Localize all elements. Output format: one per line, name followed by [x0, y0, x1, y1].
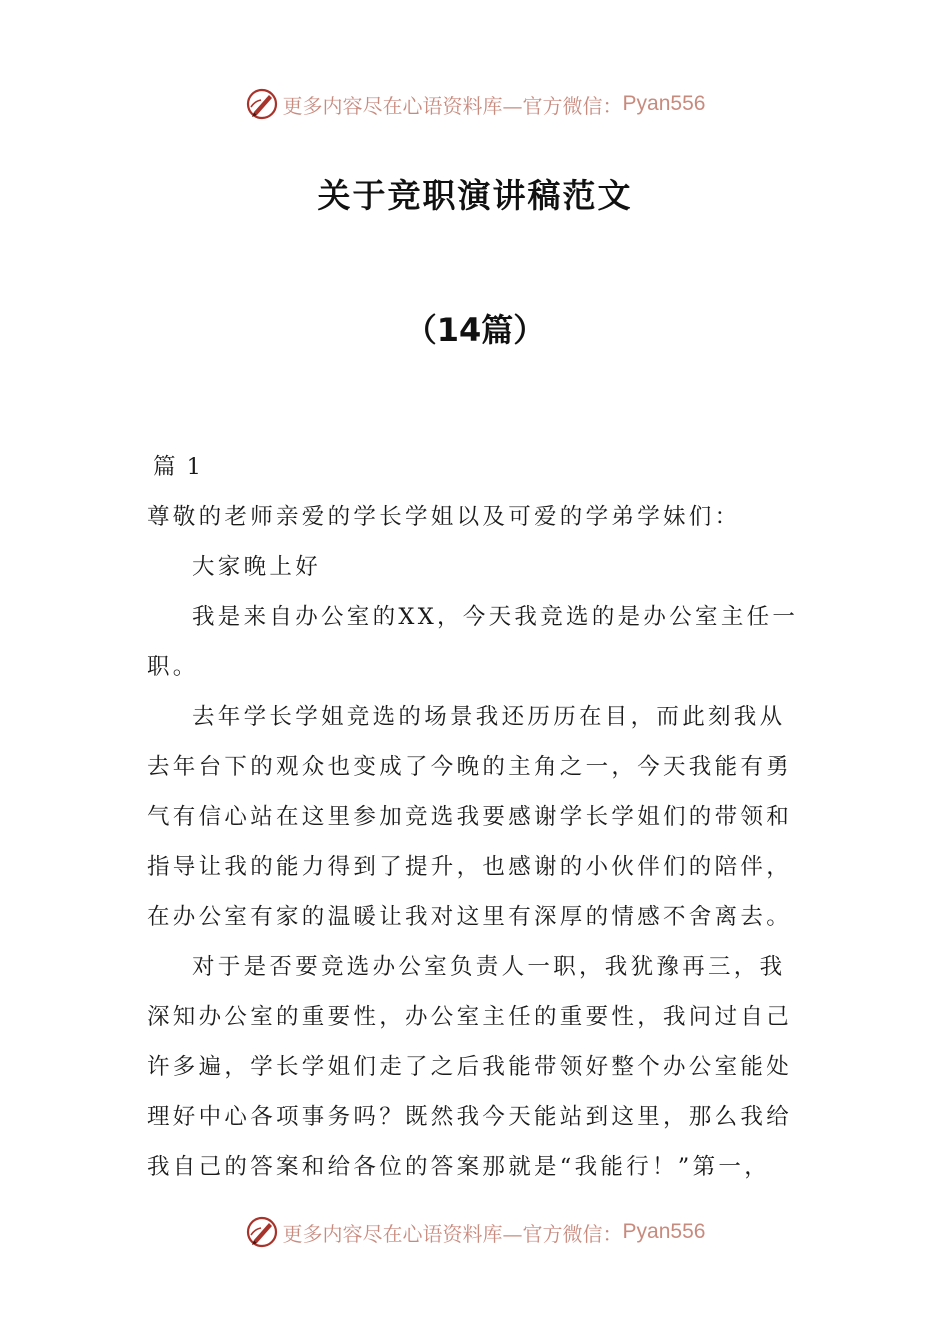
section-heading: 篇 1: [153, 454, 203, 480]
document-subtitle: （14篇）: [404, 311, 546, 349]
pen-logo-icon: [245, 87, 279, 121]
paragraph-decision: 对于是否要竞选办公室负责人一职，我犹豫再三，我深知办公室的重要性，办公室主任的重要性，我问过自己许多遍，学长学姐们走了之后我能带领好整个办公室能处理好中心各项事务吗？既然我今天能站到这里，那么我给我自己的答案和给各位的答案那就是“我能行！”第一，: [147, 954, 793, 1180]
paragraph-memories: 去年学长学姐竞选的场景我还历历在目，而此刻我从去年台下的观众也变成了今晚的主角之一，今天我能有勇气有信心站在这里参加竞选我要感谢学长学姐们的带领和指导让我的能力得到了提升，也感谢的小伙伴们的陪伴，在办公室有家的温暖让我对这里有深厚的情感不舍离去。: [147, 704, 793, 930]
banner-contact: Pyan556: [622, 1220, 706, 1243]
salutation: 尊敬的老师亲爱的学长学姐以及可爱的学弟学妹们：: [147, 504, 741, 530]
document-body: [147, 442, 807, 1192]
banner-slogan: 更多内容尽在心语资料库—官方微信：: [282, 1221, 623, 1246]
banner-slogan: 更多内容尽在心语资料库—官方微信：: [282, 93, 623, 118]
pen-logo-icon: [245, 1215, 279, 1249]
header-banner: [0, 84, 950, 124]
paragraph-greeting: 大家晚上好: [192, 554, 322, 580]
banner-contact: Pyan556: [622, 92, 706, 115]
document-title: 关于竞职演讲稿范文: [317, 176, 633, 215]
paragraph-intro: 我是来自办公室的XX，今天我竞选的是办公室主任一职。: [147, 604, 799, 680]
footer-banner: [0, 1212, 950, 1252]
